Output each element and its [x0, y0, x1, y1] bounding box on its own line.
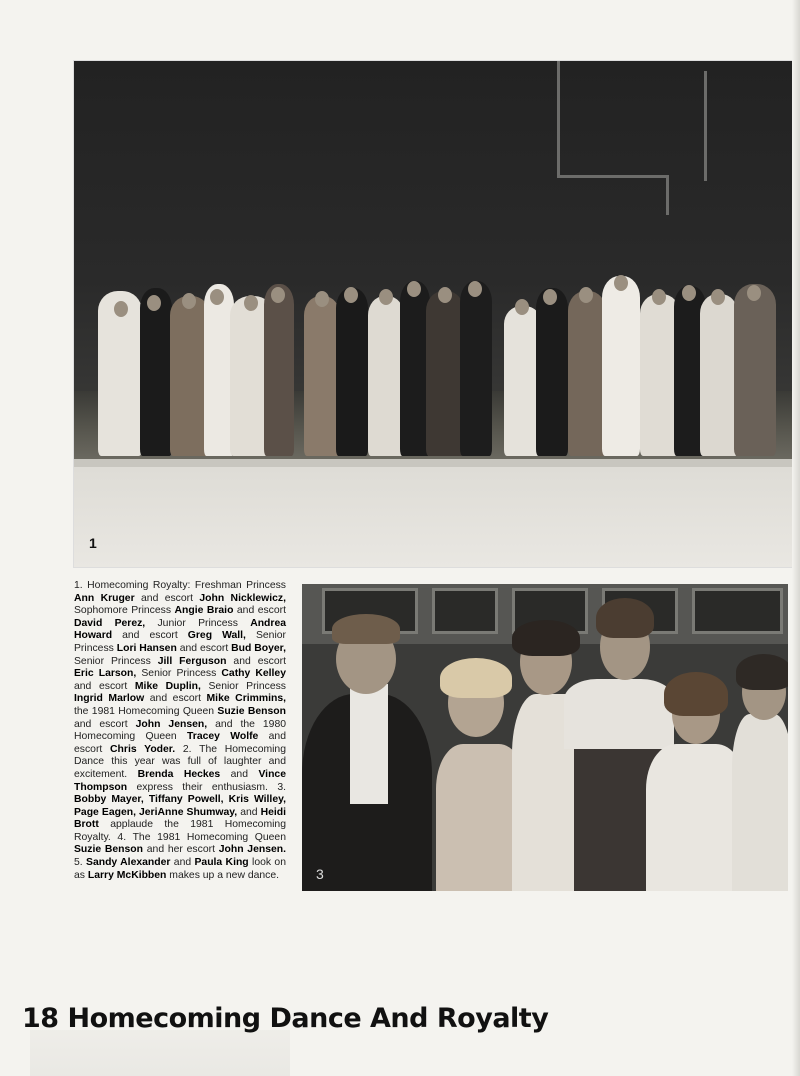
caption-text: express their enthusiasm. 3. [127, 781, 286, 793]
photo-caption [74, 580, 286, 882]
caption-text: makes up a new dance. [166, 869, 280, 881]
photo-homecoming-royalty [73, 60, 793, 568]
caption-name: Sandy Alexander [86, 857, 171, 869]
caption-text: Sophomore Princess [74, 605, 175, 617]
caption-text: Senior Princess [74, 630, 286, 654]
caption-name: Cathy Kelley [221, 668, 286, 680]
goalpost-upright [704, 71, 707, 181]
caption-name: Greg Wall, [187, 630, 246, 642]
caption-text: Junior Princess [145, 617, 251, 629]
caption-name: Eric Larson, [74, 668, 137, 680]
caption-name: John Jensen. [218, 844, 286, 856]
caption-name: Mike Duplin, [134, 680, 201, 692]
caption-name: Andrea Howard [74, 617, 287, 642]
caption-name: Larry McKibben [87, 869, 167, 881]
caption-text: and escort [74, 680, 135, 692]
caption-text: and escort [144, 693, 207, 705]
caption-text: and escort [74, 731, 286, 755]
caption-text: and [220, 768, 259, 780]
page-title [22, 1003, 548, 1034]
caption-name: Lori Hansen [116, 642, 177, 654]
section-title: Homecoming Dance And Royalty [67, 1003, 549, 1034]
goalpost-support [666, 175, 669, 215]
caption-text: and escort [233, 605, 287, 617]
caption-text: and escort [134, 592, 200, 604]
caption-name: Suzie Benson [74, 844, 144, 856]
caption-name: Suzie Benson [217, 705, 286, 717]
photo-dance-applause [302, 584, 788, 891]
caption-text: applaude the 1981 Homecoming Royalty. 4. The 1981 Homecoming Queen [74, 819, 286, 843]
caption-name: Bobby Mayer, Tiffany Powell, Kris Willey, Page Eagen, JeriAnne Shumway, [74, 794, 286, 818]
caption-text: Senior Princess [200, 680, 287, 692]
caption-name: Mike Crimmins, [206, 693, 286, 705]
caption-text: and escort [112, 630, 188, 642]
caption-text: and escort [176, 642, 232, 654]
caption-name: Heidi Brott [74, 806, 286, 831]
caption-text: and escort [226, 655, 286, 667]
caption-name: Brenda Heckes [137, 768, 221, 780]
goalpost-crossbar [557, 175, 667, 178]
caption-name: Jill Ferguson [157, 655, 227, 667]
caption-name: Vince Thompson [74, 768, 286, 793]
page-edge [792, 0, 800, 1076]
caption-name: Angie Braio [174, 605, 234, 617]
faded-background-text [30, 1030, 290, 1076]
royalty-group [74, 211, 792, 456]
caption-text: and [170, 857, 195, 869]
caption-name: Chris Yoder. [110, 743, 176, 755]
caption-text: and escort [74, 718, 136, 730]
caption-name: Paula King [194, 857, 249, 869]
caption-name: David Perez, [74, 617, 146, 629]
caption-text: and the 1980 Homecoming Queen [74, 718, 287, 743]
goalpost-upright [557, 61, 560, 176]
track-curb [74, 459, 792, 467]
caption-text: 2. The Homecoming Dance this year was full of laughter and excitement. [74, 743, 286, 780]
caption-text: Senior Princess [136, 668, 222, 680]
caption-name: Ann Kruger [74, 592, 135, 604]
photo-number: 3 [316, 866, 324, 882]
caption-name: John Nicklewicz, [199, 592, 287, 604]
running-track [74, 467, 792, 567]
caption-text: look on as [74, 857, 286, 881]
caption-text: 1. Homecoming Royalty: Freshman Princess [74, 580, 286, 591]
page-number: 18 [22, 1003, 59, 1034]
caption-text: and her escort [143, 844, 219, 856]
caption-text: 5. [74, 857, 87, 869]
caption-name: Bud Boyer, [231, 642, 287, 654]
caption-name: John Jensen, [135, 718, 208, 730]
caption-text: the 1981 Homecoming Queen [74, 705, 218, 717]
photo-number: 1 [89, 535, 97, 551]
caption-name: Tracey Wolfe [187, 731, 259, 743]
caption-text: Senior Princess [74, 655, 158, 667]
caption-text: and [237, 806, 261, 818]
caption-name: Ingrid Marlow [74, 693, 145, 705]
